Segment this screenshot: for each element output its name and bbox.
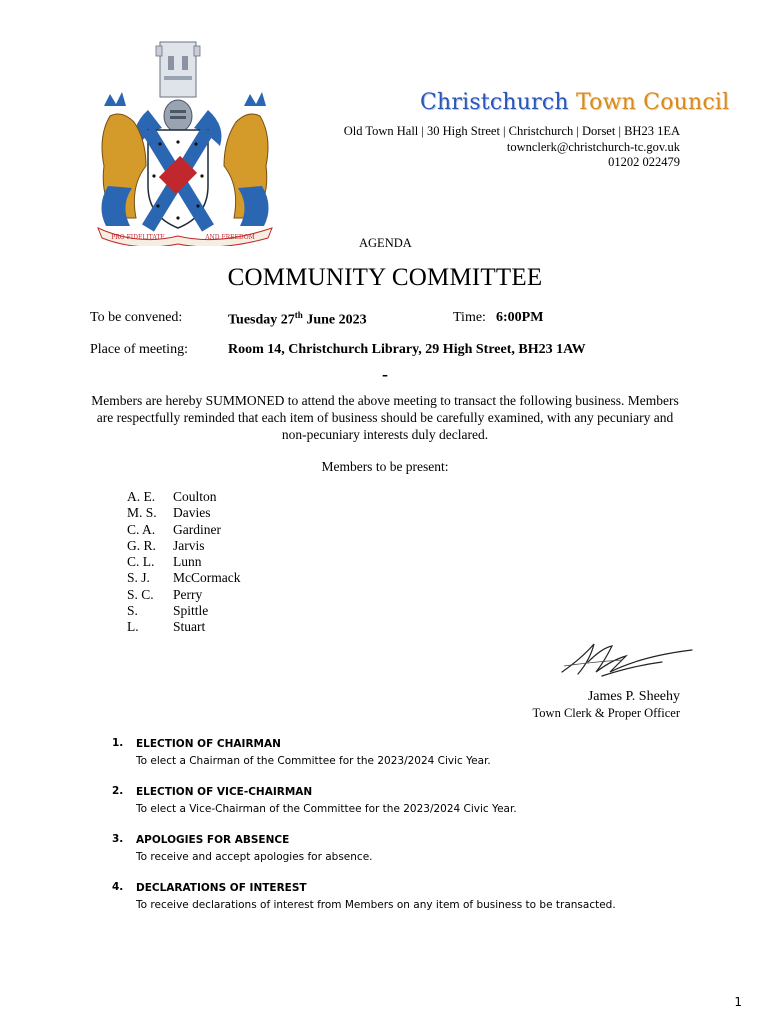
member-row: L. Stuart <box>127 619 206 635</box>
agenda-item-number: 3. <box>112 833 124 845</box>
crest-tower <box>156 42 200 97</box>
agenda-item-number: 4. <box>112 881 124 893</box>
council-name-part2: Town Council <box>575 90 730 115</box>
separator: - <box>382 364 388 384</box>
crest-motto-right: AND FREEDOM <box>205 234 255 241</box>
place-label: Place of meeting: <box>90 342 188 357</box>
members-list <box>127 489 240 636</box>
agenda-item <box>112 833 712 865</box>
signatory-title: Town Clerk & Proper Officer <box>532 706 680 720</box>
agenda-item <box>112 785 712 817</box>
council-name-part1: Christchurch <box>420 90 569 115</box>
signatory-name: James P. Sheehy <box>587 689 680 704</box>
place-value: Room 14, Christchurch Library, 29 High Street, BH23 1AW <box>228 342 586 357</box>
council-name <box>420 90 729 115</box>
agenda-item <box>112 881 712 913</box>
agenda-label: AGENDA <box>359 236 412 250</box>
council-phone: 01202 022479 <box>608 155 680 169</box>
time-value: 6:00PM <box>496 310 544 325</box>
agenda-item-number: 2. <box>112 785 124 797</box>
agenda-items-list <box>112 737 712 929</box>
crest-motto-scroll <box>98 228 272 246</box>
members-heading: Members to be present: <box>321 459 449 474</box>
agenda-item-description: To receive declarations of interest from Members on any item of business to be transacted. <box>136 899 616 911</box>
crest-lion-right <box>224 92 269 226</box>
member-row: S. C. Perry <box>127 586 203 602</box>
member-row: M. S. Davies <box>127 505 211 521</box>
page-number: 1 <box>734 995 742 1009</box>
agenda-item-title: ELECTION OF CHAIRMAN <box>136 738 281 750</box>
convened-date: Tuesday 27th June 2023 <box>228 310 367 328</box>
agenda-item-description: To elect a Chairman of the Committee for the 2023/2024 Civic Year. <box>136 755 491 767</box>
crest-shield <box>148 130 208 228</box>
summons-text: Members are hereby SUMMONED to attend the above meeting to transact the following business. Members are respectfully reminded that each item of business should be carefully examined, with any pecuniary and non-pecuniary interests duly declared. <box>91 393 679 442</box>
agenda-item-title: APOLOGIES FOR ABSENCE <box>136 834 290 846</box>
crest-helmet <box>164 100 192 132</box>
agenda-item-title: DECLARATIONS OF INTEREST <box>136 882 307 894</box>
council-email: townclerk@christchurch-tc.gov.uk <box>506 140 680 154</box>
convened-label: To be convened: <box>90 310 183 325</box>
agenda-item <box>112 737 712 769</box>
coat-of-arms-logo <box>90 36 280 246</box>
council-address: Old Town Hall | 30 High Street | Christchurch | Dorset | BH23 1EA <box>343 124 680 138</box>
member-row: G. R. Jarvis <box>127 537 205 553</box>
agenda-item-number: 1. <box>112 737 124 749</box>
member-row: C. L. Lunn <box>127 554 202 570</box>
agenda-item-description: To receive and accept apologies for absence. <box>136 851 373 863</box>
crest-motto-left: PRO FIDELITATE <box>111 234 165 241</box>
agenda-item-description: To elect a Vice-Chairman of the Committee for the 2023/2024 Civic Year. <box>136 803 517 815</box>
committee-title: COMMUNITY COMMITTEE <box>227 264 543 291</box>
member-row: S. Spittle <box>127 603 209 619</box>
signature-image <box>552 632 702 682</box>
crest-lion-left <box>101 92 146 226</box>
member-row: S. J. McCormack <box>127 570 241 586</box>
agenda-item-title: ELECTION OF VICE-CHAIRMAN <box>136 786 313 798</box>
member-row: C. A. Gardiner <box>127 521 221 537</box>
time-label: Time: <box>453 310 486 325</box>
member-row: A. E. Coulton <box>127 489 217 504</box>
